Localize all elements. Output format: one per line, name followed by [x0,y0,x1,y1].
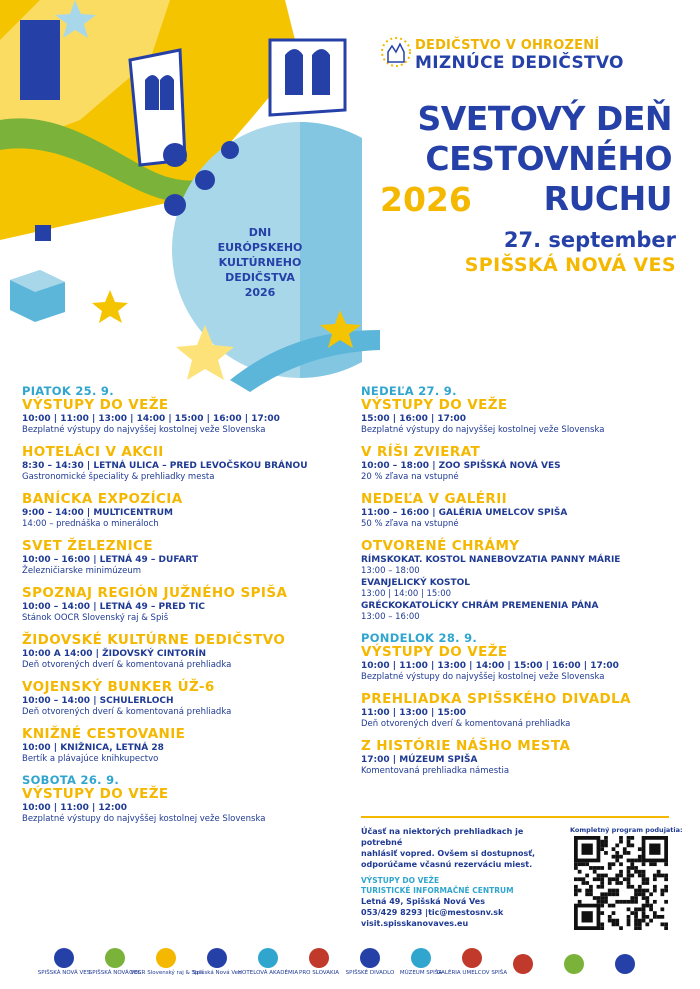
event-title: VOJENSKÝ BUNKER ÚŽ-6 [22,679,215,695]
event-title: VÝSTUPY DO VEŽE [22,786,169,802]
sponsor-logo-label: GALÉRIA UMELCOV SPIŠA [436,970,508,976]
sponsor-logo-icon [309,948,329,968]
info-block [361,826,566,929]
event-city: SPIŠSKÁ NOVÁ VES [464,254,676,276]
event-times: 17:00 | MÚZEUM SPIŠA [361,755,478,765]
program-event [22,492,352,530]
event-times: 9:00 – 14:00 | MULTICENTRUM [22,508,173,518]
program-day: NEDEĽA 27. 9. [361,384,457,398]
sponsor-logo [237,942,299,976]
event-description: Deň otvorených dverí & komentovaná prehliadka [22,707,232,717]
program-day: PONDELOK 28. 9. [361,631,478,645]
title-line2: CESTOVNÉHO [425,139,672,178]
event-title: BANÍCKA EXPOZÍCIA [22,491,183,507]
program-day: SOBOTA 26. 9. [22,773,120,787]
contact-label: VÝSTUPY DO VEŽE [361,876,440,885]
sponsor-logo [436,942,508,976]
info-note-line: nahlásiť vopred. Ovšem si dostupnosť, [361,849,536,858]
event-description: Komentovaná prehliadka námestia [361,766,510,776]
program-event [22,445,352,483]
event-times: 10:00 – 14:00 | SCHULERLOCH [22,696,174,706]
program-event [22,680,352,718]
event-times: GRÉCKOKATOLÍCKY CHRÁM PREMENENIA PÁNA [361,601,599,611]
sponsor-logo-icon [513,954,533,974]
sponsor-logo-icon [156,948,176,968]
sponsor-logo-label: SPIŠSKÉ DIVADLO [345,970,395,976]
sponsor-logo-label: HOTELOVÁ AKADÉMIA [237,970,299,976]
event-times: 10:00 A 14:00 | ŽIDOVSKÝ CINTORÍN [22,649,206,659]
event-times: RÍMSKOKAT. KOSTOL NANEBOVZATIA PANNY MÁRIE [361,555,621,565]
contact-label: TURISTICKÉ INFORMAČNÉ CENTRUM [361,886,514,895]
event-title: V RÍŠI ZVIERAT [361,444,481,460]
program-event [22,727,352,765]
event-times: 10:00 – 14:00 | LETNÁ 49 – PRED TIC [22,602,205,612]
program-event [22,539,352,577]
sponsor-logo-icon [411,948,431,968]
title-line1: SVETOVÝ DEŇ [417,99,672,138]
event-title: HOTELÁCI V AKCII [22,444,164,460]
event-times: 8:30 – 14:30 | LETNÁ ULICA – PRED LEVOČSKOU BRÁNOU [22,461,308,471]
sponsor-logo-label: Spišská Nová Ves [193,970,241,976]
event-description: 20 % zľava na vstupné [361,472,459,482]
sponsor-logo-icon [360,948,380,968]
title-line3: RUCHU [543,179,672,218]
sponsor-logo-icon [258,948,278,968]
program-day: PIATOK 25. 9. [22,384,114,398]
event-description: 14:00 – prednáška o mineráloch [22,519,159,529]
event-title: ŽIDOVSKÉ KULTÚRNE DEDIČSTVO [22,632,286,648]
contact-website[interactable]: visit.spisskanovaves.eu [361,919,469,928]
sponsor-logo [601,942,649,976]
sponsor-logo-icon [462,948,482,968]
event-times: 10:00 | KNIŽNICA, LETNÁ 28 [22,743,164,753]
program-event [361,539,691,623]
sponsor-logo-icon [564,954,584,974]
event-title: KNIŽNÉ CESTOVANIE [22,726,186,742]
event-title: Z HISTÓRIE NÁŠHO MESTA [361,738,571,754]
header-illustration [0,0,380,395]
sponsor-logo-label: SPIŠSKÁ NOVÁ VES [88,970,142,976]
sponsor-logo [346,942,394,976]
event-times: 11:00 | 13:00 | 15:00 [361,708,467,718]
sponsor-logo [129,942,203,976]
logo-icon [380,30,412,72]
event-description: 13:00 – 18:00 [361,566,420,576]
event-times: EVANJELICKÝ KOSTOL [361,578,471,588]
event-title: VÝSTUPY DO VEŽE [361,397,508,413]
event-description: 13:00 – 16:00 [361,612,420,622]
sponsor-logo [193,942,241,976]
program-event [22,633,352,671]
sponsor-logo-label: MÚZEUM SPIŠA [399,970,443,976]
contact-phone-email[interactable]: 053/429 8293 |tic@mestosnv.sk [361,908,504,917]
event-times: 10:00 | 11:00 | 13:00 | 14:00 | 15:00 | 16:00 | 17:00 [361,661,619,671]
sponsor-logo-label: SPIŠSKÁ NOVÁ VES [37,970,91,976]
qr-label: Kompletný program podujatia: [570,826,683,834]
program-event [361,445,691,483]
event-title: VÝSTUPY DO VEŽE [22,397,169,413]
program-event [361,492,691,530]
sponsor-logo-icon [54,948,74,968]
program-event [361,739,691,777]
event-times: 10:00 | 11:00 | 12:00 [22,803,128,813]
program-event [361,692,691,730]
event-title: OTVORENÉ CHRÁMY [361,538,520,554]
brand-line2: MIZNÚCE DEDIČSTVO [415,53,624,73]
event-title: NEDEĽA V GALÉRII [361,491,508,507]
sponsor-logo-label: PRO SLOVAKIA [299,970,339,976]
event-description: Železničiarske minimúzeum [22,566,141,576]
program-left-column [22,385,352,834]
program-event [22,385,352,436]
brand-line1: DEDIČSTVO V OHROZENÍ [415,38,600,53]
program-event [22,586,352,624]
event-description: Gastronomické špeciality & prehliadky mesta [22,472,215,482]
event-description: Bezplatné výstupy do najvyššej kostolnej veže Slovenska [22,425,266,435]
event-times: 10:00 – 16:00 | LETNÁ 49 – DUFART [22,555,199,565]
event-description: Deň otvorených dverí & komentovaná prehliadka [361,719,571,729]
event-title: PREHLIADKA SPIŠSKÉHO DIVADLA [361,691,632,707]
event-times: 10:00 | 11:00 | 13:00 | 14:00 | 15:00 | 16:00 | 17:00 [22,414,280,424]
event-description: Bezplatné výstupy do najvyššej kostolnej veže Slovenska [361,672,605,682]
info-note-line: Účasť na niektorých prehliadkach je potrebné [361,827,524,847]
info-note-line: odporúčame včasnú rezerváciu miest. [361,860,533,869]
event-year: 2026 [380,180,472,219]
event-description: 13:00 | 14:00 | 15:00 [361,589,452,599]
program-right-column [361,385,691,786]
divider [361,816,669,818]
sponsor-logo [37,942,91,976]
event-description: Bezplatné výstupy do najvyššej kostolnej veže Slovenska [361,425,605,435]
event-description: Stánok OOCR Slovenský raj & Spiš [22,613,169,623]
program-event [361,385,691,436]
program-event [361,632,691,683]
sponsor-logo-icon [615,954,635,974]
event-description: Deň otvorených dverí & komentovaná prehliadka [22,660,232,670]
program-event [22,774,352,825]
sponsor-logo-icon [105,948,125,968]
sponsor-logo [499,942,547,976]
sponsor-logo-label: OOCR Slovenský raj & Spiš [129,970,203,976]
event-times: 15:00 | 16:00 | 17:00 [361,414,467,424]
sponsor-logo-icon [207,948,227,968]
event-times: 11:00 – 16:00 | GALÉRIA UMELCOV SPIŠA [361,508,568,518]
event-date: 27. september [503,228,676,252]
event-description: 50 % zľava na vstupné [361,519,459,529]
event-title: VÝSTUPY DO VEŽE [361,644,508,660]
event-title: SVET ŽELEZNICE [22,538,153,554]
event-description: Bertík a plávajúce knihkupectvo [22,754,159,764]
contact-address: Letná 49, Spišská Nová Ves [361,897,485,906]
qr-code-icon[interactable] [574,836,668,930]
sponsor-logo [295,942,343,976]
event-times: 10:00 – 18:00 | ZOO SPIŠSKÁ NOVÁ VES [361,461,561,471]
event-description: Bezplatné výstupy do najvyššej kostolnej veže Slovenska [22,814,266,824]
sponsor-logo [550,942,598,976]
circle-text: DNI EURÓPSKEHO KULTÚRNEHO DEDIČSTVA 2026 [217,226,303,299]
event-title: SPOZNAJ REGIÓN JUŽNÉHO SPIŠA [22,585,288,601]
